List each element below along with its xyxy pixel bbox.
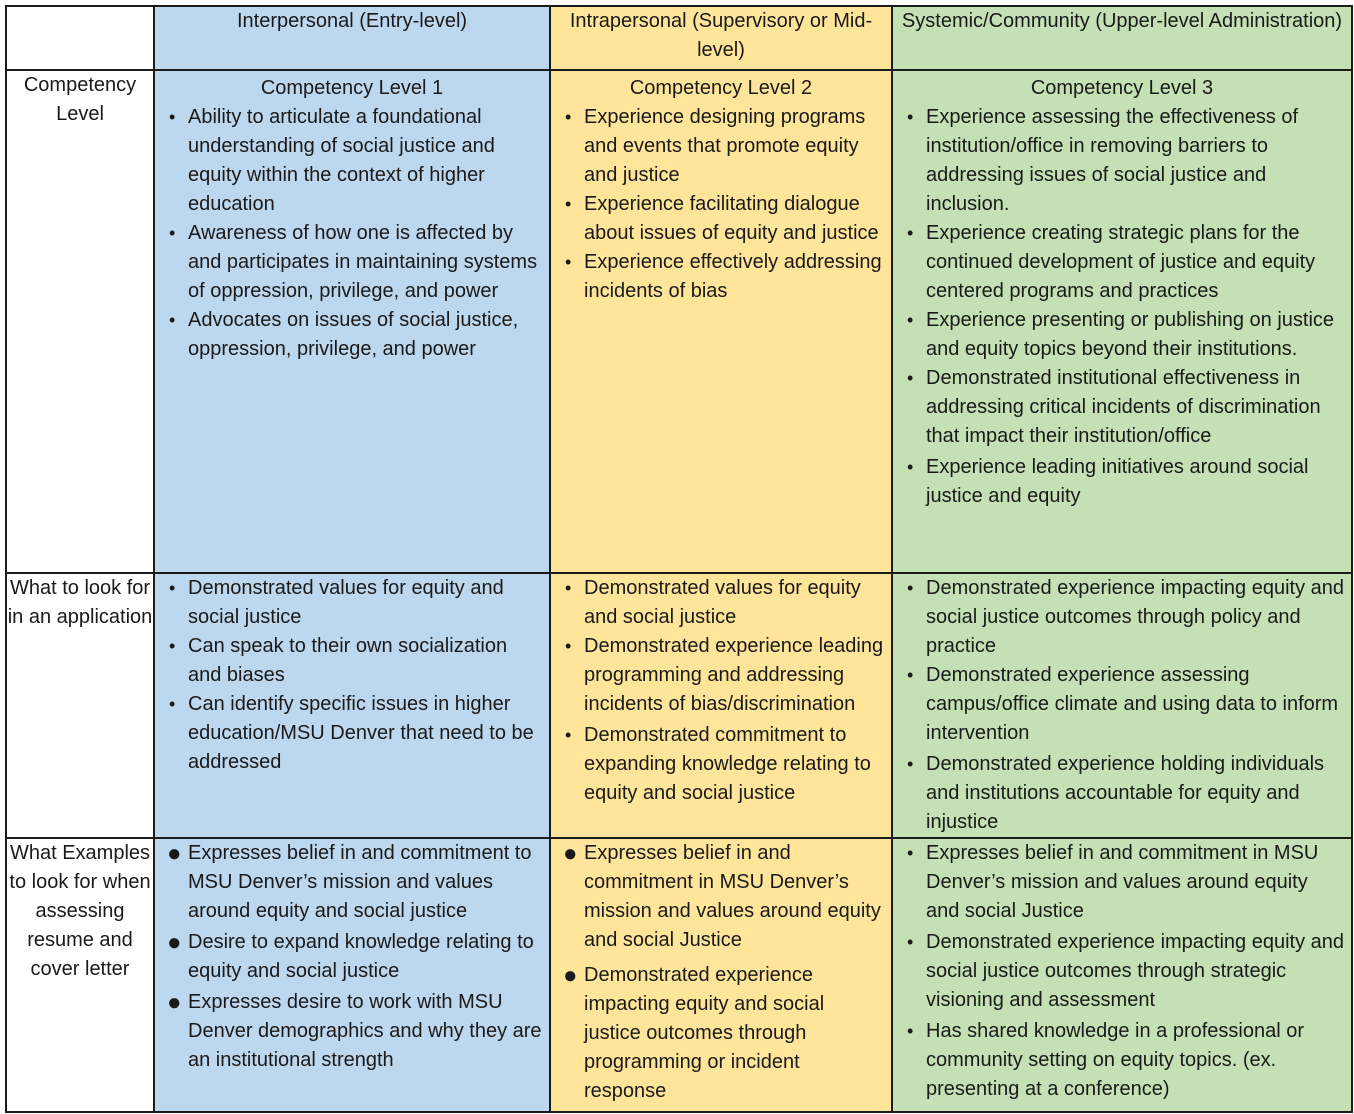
list-item: • Demonstrated experience leading programming and addressing incidents of bias/discrimination bbox=[561, 632, 885, 719]
row-examples bbox=[6, 838, 1352, 1112]
cell-competency-entry bbox=[154, 70, 550, 573]
column-header-upper-level: Systemic/Community (Upper-level Administration) bbox=[892, 6, 1352, 70]
bullet-icon: • bbox=[169, 578, 176, 598]
bullet-icon: • bbox=[565, 578, 572, 598]
bullet-icon: • bbox=[907, 665, 914, 685]
cell-application-upper bbox=[892, 573, 1352, 838]
row-label-text: What to look for in an application bbox=[7, 577, 153, 628]
bullet-icon: • bbox=[907, 1021, 914, 1041]
row-label-application bbox=[6, 573, 154, 838]
bullet-icon: • bbox=[907, 368, 914, 388]
list-item: • Demonstrated experience holding individuals and institutions accountable for equity and injustice bbox=[903, 750, 1345, 837]
list-item: • Demonstrated institutional effectiveness in addressing critical incidents of discrimination that impact their institution/office bbox=[903, 364, 1345, 451]
cell-application-entry bbox=[154, 573, 550, 838]
bullet-icon: • bbox=[565, 725, 572, 745]
cell-application-mid bbox=[550, 573, 892, 838]
bullet-icon: • bbox=[169, 223, 176, 243]
list-item: • Demonstrated experience assessing campus/office climate and using data to inform intervention bbox=[903, 661, 1345, 748]
bullet-icon: • bbox=[907, 578, 914, 598]
list-item: • Experience presenting or publishing on justice and equity topics beyond their institutions. bbox=[903, 306, 1345, 364]
bullet-icon: • bbox=[169, 636, 176, 656]
column-header-entry-level: Interpersonal (Entry-level) bbox=[154, 6, 550, 70]
header-row bbox=[6, 6, 1352, 70]
bullet-icon: ● bbox=[167, 989, 182, 1016]
list-item: • Demonstrated values for equity and social justice bbox=[165, 574, 543, 632]
competency-level-1-title: Competency Level 1 bbox=[260, 77, 444, 99]
cell-examples-upper bbox=[892, 838, 1352, 1112]
list-item: • Demonstrated values for equity and social justice bbox=[561, 574, 885, 632]
list-item: ● Expresses belief in and commitment in MSU Denver’s mission and values around equity and social Justice bbox=[563, 840, 881, 951]
bullet-icon: • bbox=[907, 843, 914, 863]
list-item: • Ability to articulate a foundational understanding of social justice and equity within the context of higher education bbox=[165, 103, 543, 219]
competency-level-3-title: Competency Level 3 bbox=[1030, 77, 1214, 99]
competency-matrix-table bbox=[5, 5, 1353, 1113]
list-item: • Demonstrated commitment to expanding knowledge relating to equity and social justice bbox=[561, 721, 885, 808]
row-competency-level bbox=[6, 70, 1352, 573]
row-application bbox=[6, 573, 1352, 838]
bullet-icon: • bbox=[907, 107, 914, 127]
list-item: • Can identify specific issues in higher education/MSU Denver that need to be addressed bbox=[165, 690, 543, 777]
cell-examples-entry bbox=[154, 838, 550, 1112]
row-label-examples bbox=[6, 838, 154, 1112]
row-label-text: What Examples to look for when assessing resume and cover letter bbox=[9, 842, 151, 980]
list-item: • Experience creating strategic plans for the continued development of justice and equity centered programs and practices bbox=[903, 219, 1345, 306]
row-label-text: Competency Level bbox=[23, 74, 137, 125]
bullet-icon: ● bbox=[167, 840, 182, 867]
list-item: • Experience designing programs and events that promote equity and justice bbox=[561, 103, 885, 190]
bullet-icon: • bbox=[907, 310, 914, 330]
cell-examples-mid bbox=[550, 838, 892, 1112]
bullet-icon: • bbox=[907, 932, 914, 952]
bullet-icon: • bbox=[565, 252, 572, 272]
bullet-icon: • bbox=[907, 457, 914, 477]
cell-competency-upper bbox=[892, 70, 1352, 573]
bullet-icon: • bbox=[565, 107, 572, 127]
list-item: • Experience leading initiatives around social justice and equity bbox=[903, 453, 1345, 511]
list-item: ● Expresses desire to work with MSU Denver demographics and why they are an institutional strength bbox=[167, 989, 542, 1071]
bullet-icon: • bbox=[565, 636, 572, 656]
list-item: • Expresses belief in and commitment in MSU Denver’s mission and values around equity and social Justice bbox=[903, 839, 1345, 926]
list-item: ● Expresses belief in and commitment to MSU Denver’s mission and values around equity and social justice bbox=[167, 840, 532, 922]
list-item: ● Demonstrated experience impacting equity and social justice outcomes through programming or incident response bbox=[563, 962, 825, 1102]
list-item: ● Desire to expand knowledge relating to equity and social justice bbox=[167, 929, 534, 982]
list-item: • Advocates on issues of social justice, oppression, privilege, and power bbox=[165, 306, 543, 364]
bullet-icon: ● bbox=[563, 840, 578, 867]
competency-level-2-title: Competency Level 2 bbox=[629, 77, 813, 99]
bullet-icon: ● bbox=[563, 962, 578, 989]
list-item: • Experience facilitating dialogue about issues of equity and justice bbox=[561, 190, 885, 248]
list-item: • Experience effectively addressing incidents of bias bbox=[561, 248, 885, 306]
list-item: • Experience assessing the effectiveness of institution/office in removing barriers to addressing issues of social justice and inclusion. bbox=[903, 103, 1345, 219]
cell-competency-mid bbox=[550, 70, 892, 573]
bullet-icon: • bbox=[169, 310, 176, 330]
bullet-icon: • bbox=[907, 754, 914, 774]
list-item: • Demonstrated experience impacting equity and social justice outcomes through policy and practice bbox=[903, 574, 1345, 661]
list-item: • Can speak to their own socialization and biases bbox=[165, 632, 543, 690]
list-item: • Awareness of how one is affected by and participates in maintaining systems of oppression, privilege, and power bbox=[165, 219, 543, 306]
bullet-icon: • bbox=[169, 694, 176, 714]
bullet-icon: • bbox=[169, 107, 176, 127]
corner-cell bbox=[6, 6, 154, 70]
list-item: • Has shared knowledge in a professional or community setting on equity topics. (ex. presenting at a conference) bbox=[903, 1017, 1345, 1104]
bullet-icon: • bbox=[565, 194, 572, 214]
list-item: • Demonstrated experience impacting equity and social justice outcomes through strategic visioning and assessment bbox=[903, 928, 1345, 1015]
column-header-mid-level: Intrapersonal (Supervisory or Mid-level) bbox=[550, 6, 892, 70]
row-label-competency-level bbox=[6, 70, 154, 573]
bullet-icon: ● bbox=[167, 929, 182, 956]
bullet-icon: • bbox=[907, 223, 914, 243]
